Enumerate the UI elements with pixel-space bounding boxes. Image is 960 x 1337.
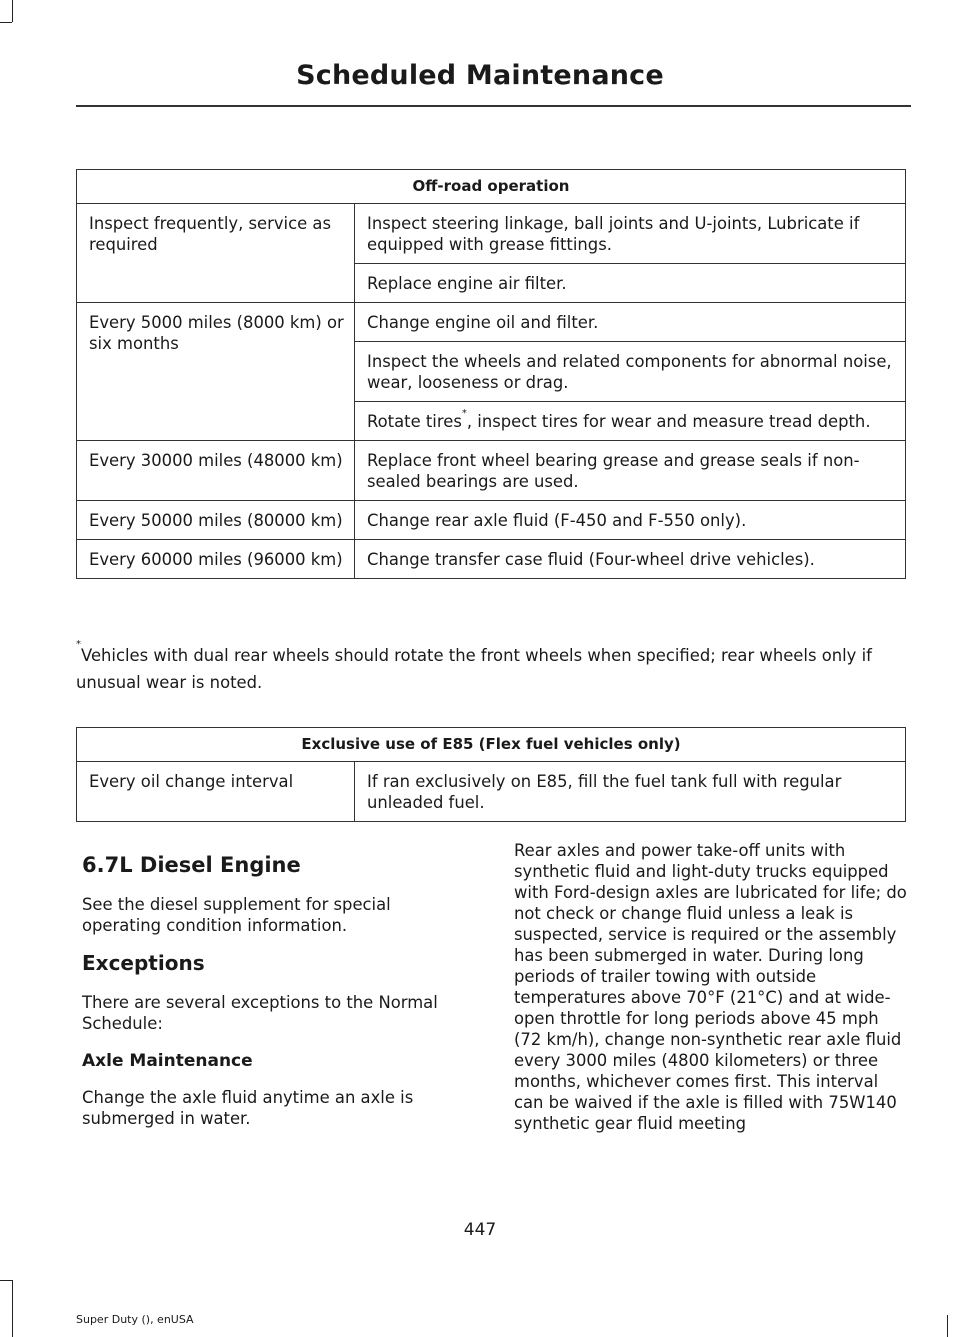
- page-title: Scheduled Maintenance: [296, 60, 664, 91]
- interval-cell: Every oil change interval: [77, 762, 355, 822]
- header-rule: [76, 105, 911, 107]
- e85-table: [76, 727, 906, 822]
- page-number: 447: [463, 1220, 497, 1240]
- exceptions-text: There are several exceptions to the Normal Schedule:: [82, 993, 438, 1033]
- interval-cell: Inspect frequently, service as required: [77, 204, 355, 303]
- right-column: [514, 840, 909, 1134]
- crop-mark-bottom-right-v: [947, 1315, 948, 1337]
- action-cell: Replace engine air filter.: [355, 264, 906, 303]
- table-row: [77, 501, 906, 540]
- action-cell: Inspect the wheels and related components for abnormal noise, wear, looseness or drag.: [355, 342, 906, 402]
- crop-mark-top-left-h: [0, 22, 12, 23]
- interval-cell: Every 5000 miles (8000 km) or six months: [77, 303, 355, 441]
- action-cell: Change engine oil and filter.: [355, 303, 906, 342]
- table-row: [77, 762, 906, 822]
- action-cell: Replace front wheel bearing grease and grease seals if non-sealed bearings are used.: [355, 441, 906, 501]
- crop-mark-bottom-left-v: [12, 1280, 13, 1337]
- offroad-table: [76, 169, 906, 579]
- interval-cell: Every 30000 miles (48000 km): [77, 441, 355, 501]
- action-cell-rotate-tires: [355, 402, 906, 441]
- crop-mark-top-left-v: [12, 0, 13, 22]
- table-row: [77, 204, 906, 264]
- action-cell: If ran exclusively on E85, fill the fuel tank full with regular unleaded fuel.: [355, 762, 906, 822]
- table-header-row: [77, 728, 906, 762]
- table-row: [77, 441, 906, 501]
- table-row: [77, 540, 906, 579]
- action-cell: Change transfer case fluid (Four-wheel drive vehicles).: [355, 540, 906, 579]
- footnote-text: Vehicles with dual rear wheels should rotate the front wheels when specified; rear wheels only if unusual wear is noted.: [76, 646, 872, 692]
- axle-maintenance-heading: Axle Maintenance: [82, 1051, 253, 1071]
- action-cell: Inspect steering linkage, ball joints and U-joints, Lubricate if equipped with grease fittings.: [355, 204, 906, 264]
- diesel-engine-text: See the diesel supplement for special operating condition information.: [82, 895, 391, 935]
- table-row: [77, 303, 906, 342]
- offroad-table-title: Off-road operation: [77, 170, 906, 204]
- footer-text: Super Duty (), enUSA: [76, 1313, 194, 1326]
- crop-mark-bottom-left-h: [0, 1280, 12, 1281]
- footnote-mark: *: [76, 639, 81, 650]
- e85-table-title: Exclusive use of E85 (Flex fuel vehicles only): [77, 728, 906, 762]
- rotate-tires-rest: , inspect tires for wear and measure tread depth.: [466, 412, 871, 431]
- interval-cell: Every 50000 miles (80000 km): [77, 501, 355, 540]
- rotate-tires-text: Rotate tires: [367, 412, 462, 431]
- footnote-reference: *: [461, 408, 467, 419]
- exceptions-heading: Exceptions: [82, 951, 205, 975]
- axle-maintenance-text: Change the axle fluid anytime an axle is submerged in water.: [82, 1088, 414, 1128]
- footnote: [76, 639, 910, 696]
- action-cell: Change rear axle fluid (F-450 and F-550 only).: [355, 501, 906, 540]
- table-header-row: [77, 170, 906, 204]
- interval-cell: Every 60000 miles (96000 km): [77, 540, 355, 579]
- diesel-engine-heading: 6.7L Diesel Engine: [82, 853, 301, 877]
- axle-fluid-paragraph: Rear axles and power take-off units with synthetic fluid and light-duty trucks equipped with Ford-design axles are lubricated for life; do not check or change fluid unless a leak is suspected, service is required or the assembly has been submerged in water. During long periods of trailer towing with outside temperatures above 70°F (21°C) and at wide-open throttle for long periods above 45 mph (72 km/h), change non-synthetic rear axle fluid every 3000 miles (4800 kilometers) or three months, whichever comes first. This interval can be waived if the axle is filled with 75W140 synthetic gear fluid meeting: [514, 841, 907, 1133]
